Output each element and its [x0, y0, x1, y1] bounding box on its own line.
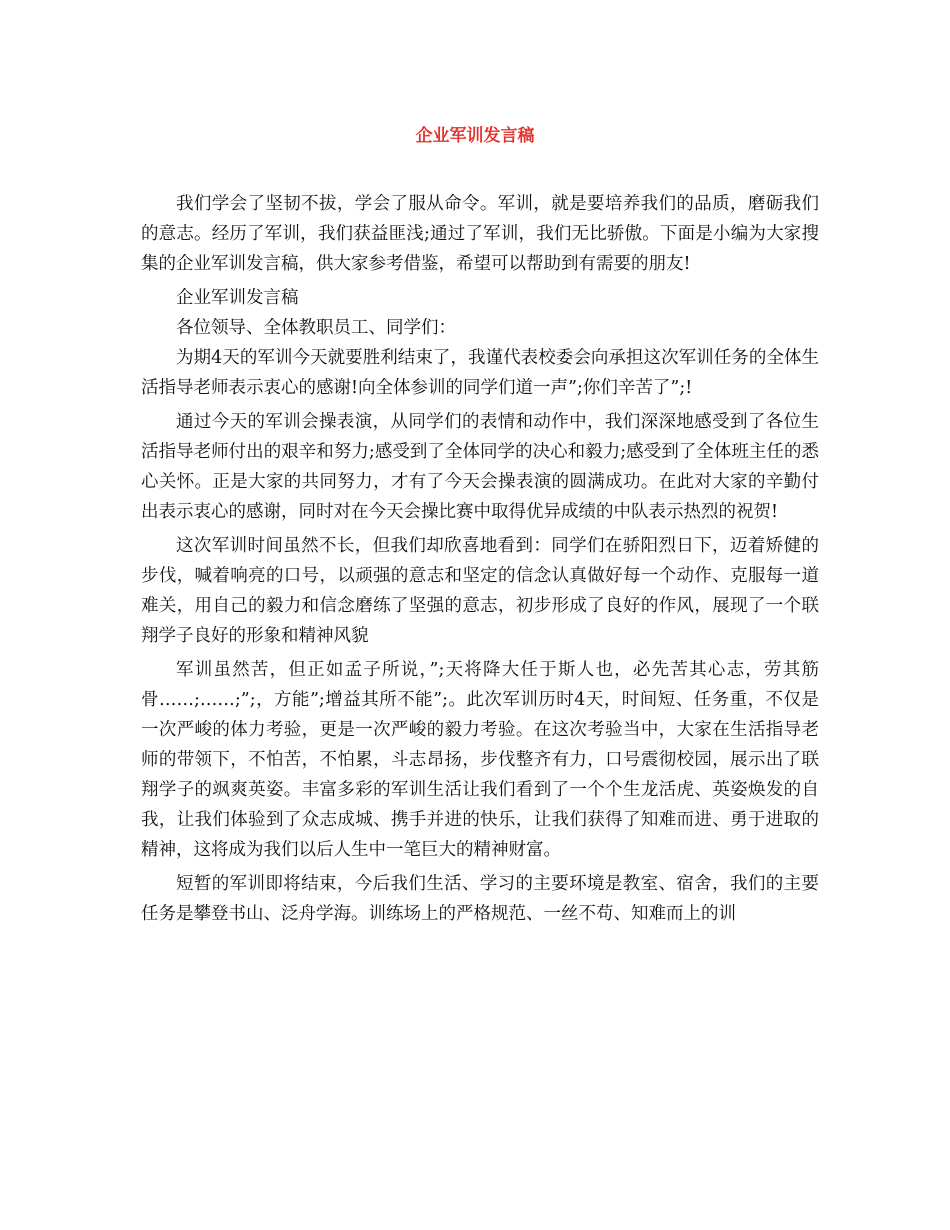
document-body — [141, 189, 819, 933]
paragraph-training-spirit: 这次军训时间虽然不长，但我们却欣喜地看到：同学们在骄阳烈日下，迈着矫健的步伐，喊着响亮的口号，以顽强的意志和坚定的信念认真做好每一个动作、克服每一道难关，用自己的毅力和信念磨练了坚强的意志，初步形成了良好的作风，展现了一个联翔学子良好的形象和精神风貌 — [141, 536, 819, 646]
paragraph-closing: 短暂的军训即将结束，今后我们生活、学习的主要环境是教室、宿舍，我们的主要任务是攀登书山、泛舟学海。训练场上的严格规范、一丝不苟、知难而上的训 — [141, 874, 819, 924]
paragraph-subtitle: 企业军训发言稿 — [176, 288, 299, 308]
paragraph-hardship: 军训虽然苦，但正如孟子所说，”;天将降大任于斯人也，必先苦其心志，劳其筋骨……;……;”;，方能”;增益其所不能”;。此次军训历时4天，时间短、任务重，不仅是一次严峻的体力考验，更是一次严峻的毅力考验。在这次考验当中，大家在生活指导老师的带领下，不怕苦，不怕累，斗志昂扬，步伐整齐有力，口号震彻校园，展示出了联翔学子的飒爽英姿。丰富多彩的军训生活让我们看到了一个个生龙活虎、英姿焕发的自我，让我们体验到了众志成城、携手并进的快乐，让我们获得了知难而进、勇于进取的精神，这将成为我们以后人生中一笔巨大的精神财富。 — [141, 660, 819, 860]
paragraph-salutation: 各位领导、全体教职员工、同学们： — [176, 318, 456, 338]
paragraph-performance: 通过今天的军训会操表演，从同学们的表情和动作中，我们深深地感受到了各位生活指导老师付出的艰辛和努力;感受到了全体同学的决心和毅力;感受到了全体班主任的悉心关怀。正是大家的共同努力，才有了今天会操表演的圆满成功。在此对大家的辛勤付出表示衷心的感谢，同时对在今天会操比赛中取得优异成绩的中队表示热烈的祝贺! — [141, 412, 819, 522]
paragraph-intro: 我们学会了坚韧不拔，学会了服从命令。军训，就是要培养我们的品质，磨砺我们的意志。经历了军训，我们获益匪浅;通过了军训，我们无比骄傲。下面是小编为大家搜集的企业军训发言稿，供大家参考借鉴，希望可以帮助到有需要的朋友! — [141, 194, 819, 274]
document-title: 企业军训发言稿 — [415, 126, 535, 146]
paragraph-thanks: 为期4天的军训今天就要胜利结束了，我谨代表校委会向承担这次军训任务的全体生活指导老师表示衷心的感谢!向全体参训的同学们道一声”;你们辛苦了”;! — [141, 348, 819, 398]
